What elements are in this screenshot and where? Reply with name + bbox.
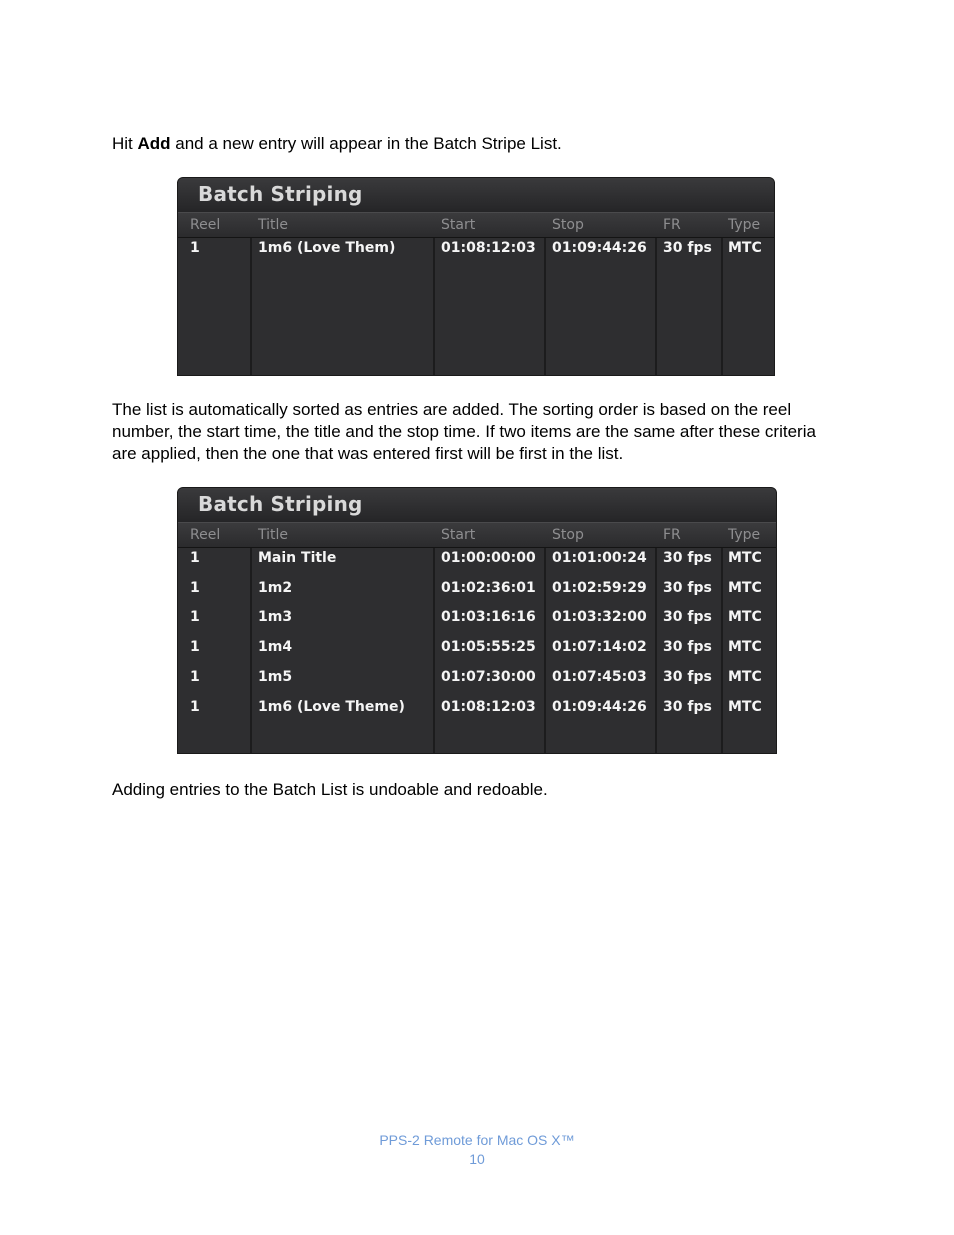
cell-fr: 30 fps [663, 698, 712, 715]
sorting-paragraph: The list is automatically sorted as entries are added. The sorting order is based on the reel number, the start time, the title and the stop time. If two items are the same after these criteria are applied, then the one that was entered first will be first in the list. [112, 400, 816, 463]
table-header [178, 522, 776, 548]
panel-title: Batch Striping [178, 178, 774, 212]
column-header-stop[interactable]: Stop [552, 217, 584, 233]
cell-type: MTC [728, 240, 762, 256]
cell-stop: 01:07:45:03 [552, 668, 647, 685]
cell-start: 01:03:16:16 [441, 609, 536, 626]
cell-stop: 01:03:32:00 [552, 609, 647, 626]
cell-start: 01:07:30:00 [441, 668, 536, 685]
cell-title: Main Title [258, 550, 337, 566]
table-row[interactable] [178, 699, 776, 729]
cell-reel: 1 [190, 550, 200, 566]
column-header-start[interactable]: Start [441, 217, 476, 233]
table-header [178, 212, 774, 238]
table-row[interactable] [178, 550, 776, 580]
cell-title: 1m6 (Love Theme) [258, 698, 405, 715]
cell-start: 01:02:36:01 [441, 579, 536, 596]
cell-type: MTC [728, 668, 762, 685]
table-row[interactable] [178, 609, 776, 639]
cell-reel: 1 [190, 668, 200, 685]
table-row[interactable] [178, 580, 776, 610]
column-header-type[interactable]: Type [728, 527, 761, 543]
intro-text-after: and a new entry will appear in the Batch Stripe List. [170, 134, 562, 153]
table-row[interactable] [178, 240, 774, 270]
column-header-reel[interactable]: Reel [190, 527, 221, 543]
cell-stop: 01:09:44:26 [552, 698, 647, 715]
cell-fr: 30 fps [663, 639, 712, 656]
add-keyword: Add [137, 134, 171, 153]
cell-start: 01:05:55:25 [441, 639, 536, 656]
page-number: 10 [469, 1151, 485, 1167]
cell-start: 01:08:12:03 [441, 240, 536, 256]
cell-type: MTC [728, 579, 762, 596]
cell-fr: 30 fps [663, 240, 712, 256]
batch-list-table[interactable] [178, 212, 774, 375]
cell-reel: 1 [190, 609, 200, 626]
column-header-start[interactable]: Start [441, 527, 476, 543]
cell-fr: 30 fps [663, 579, 712, 596]
cell-stop: 01:01:00:24 [552, 550, 647, 566]
column-header-title[interactable]: Title [258, 527, 289, 543]
table-row[interactable] [178, 639, 776, 669]
cell-stop: 01:07:14:02 [552, 639, 647, 656]
cell-type: MTC [728, 639, 762, 656]
cell-type: MTC [728, 550, 762, 566]
cell-reel: 1 [190, 240, 200, 256]
batch-striping-panel [177, 177, 775, 376]
cell-title: 1m3 [258, 609, 293, 626]
batch-striping-panel-sorted [177, 487, 777, 754]
cell-title: 1m5 [258, 668, 293, 685]
cell-title: 1m6 (Love Them) [258, 240, 396, 256]
intro-text-before: Hit [112, 134, 138, 153]
cell-fr: 30 fps [663, 668, 712, 685]
cell-type: MTC [728, 609, 762, 626]
column-header-stop[interactable]: Stop [552, 527, 584, 543]
column-header-title[interactable]: Title [258, 217, 289, 233]
batch-list-table[interactable] [178, 522, 776, 753]
column-header-type[interactable]: Type [728, 217, 761, 233]
intro-paragraph [112, 133, 842, 155]
cell-title: 1m4 [258, 639, 293, 656]
closing-paragraph: Adding entries to the Batch List is undoable and redoable. [112, 780, 548, 799]
column-header-fr[interactable]: FR [663, 527, 681, 543]
table-row[interactable] [178, 669, 776, 699]
cell-fr: 30 fps [663, 609, 712, 626]
cell-start: 01:00:00:00 [441, 550, 536, 566]
cell-fr: 30 fps [663, 550, 712, 566]
cell-reel: 1 [190, 698, 200, 715]
cell-reel: 1 [190, 639, 200, 656]
cell-title: 1m2 [258, 579, 293, 596]
cell-reel: 1 [190, 579, 200, 596]
panel-title: Batch Striping [178, 488, 776, 522]
cell-stop: 01:09:44:26 [552, 240, 647, 256]
cell-type: MTC [728, 698, 762, 715]
cell-start: 01:08:12:03 [441, 698, 536, 715]
column-header-fr[interactable]: FR [663, 217, 681, 233]
cell-stop: 01:02:59:29 [552, 579, 647, 596]
footer-product: PPS-2 Remote for Mac OS X™ [379, 1132, 575, 1148]
column-header-reel[interactable]: Reel [190, 217, 221, 233]
